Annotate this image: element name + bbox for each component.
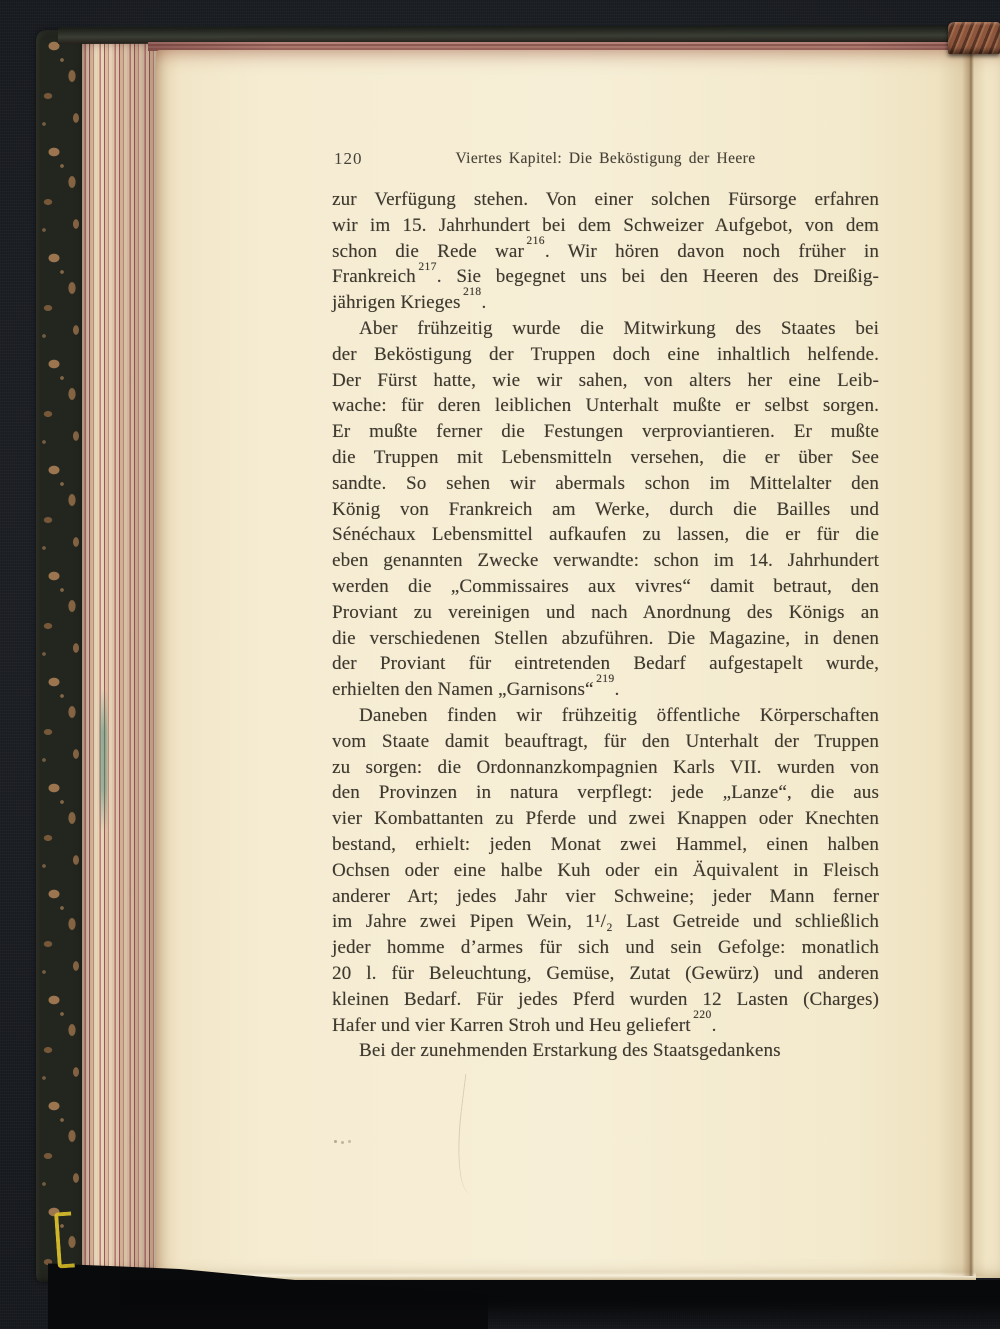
text-line: die Truppen mit Lebensmitteln versehen, die er über See xyxy=(332,446,879,468)
text-line: Bei der zunehmenden Erstarkung des Staatsgedankens xyxy=(359,1040,781,1062)
text-line: zur Verfügung stehen. Von einer solchen Fürsorge erfahren xyxy=(332,189,879,210)
gutter-shadow xyxy=(938,50,1000,1276)
page-header-row xyxy=(332,146,879,172)
text-line: jeder homme d’armes für sich und sein Gefolge: monatlich xyxy=(332,937,879,959)
text-line: kleinen Bedarf. Für jedes Pferd wurden 12 Lasten (Charges) xyxy=(332,988,879,1010)
text-line: 20 l. für Beleuchtung, Gemüse, Zutat (Gewürz) und anderen xyxy=(332,962,879,984)
text-line: die verschiedenen Stellen abzuführen. Die Magazine, in denen xyxy=(332,627,879,649)
running-header: Viertes Kapitel: Die Beköstigung der Heere xyxy=(455,150,756,167)
text-line: Frankreich $^{217}$. Sie begegnet uns bei den Heeren des Dreißig- xyxy=(332,260,879,288)
book-page xyxy=(156,50,1000,1278)
text-line: eben genannten Zwecke verwandte: schon im 14. Jahrhundert xyxy=(332,550,879,572)
text-line: Der Fürst hatte, wie wir sahen, von alters her eine Leib- xyxy=(332,369,879,391)
text-line: Sénéchaux Lebensmittel aufkaufen zu lassen, die er für die xyxy=(332,524,879,546)
text-line: schon die Rede war $^{216}$. Wir hören davon noch früher in xyxy=(332,234,879,262)
text-line: vier Kombattanten zu Pferde und zwei Knappen oder Knechten xyxy=(332,808,879,830)
page-edge-teal-stain xyxy=(100,690,107,830)
pencil-mark xyxy=(334,1140,337,1143)
text-line: sandte. So sehen wir abermals schon im Mittelalter den xyxy=(332,472,879,494)
page-number: 120 xyxy=(334,149,363,168)
text-line: Ochsen oder eine halbe Kuh oder ein Äquivalent in Fleisch xyxy=(332,859,879,881)
footnote-ref: 218 xyxy=(463,286,482,299)
text-line: wir im 15. Jahrhundert bei dem Schweizer Aufgebot, von dem xyxy=(332,214,879,236)
text-line: zu sorgen: die Ordonnanzkompagnien Karls VII. wurden von xyxy=(332,756,879,778)
page-content xyxy=(332,146,879,1064)
text-line: bestand, erhielt: jeden Monat zwei Hammel, einen halben xyxy=(332,833,879,855)
text-line: vom Staate damit beauftragt, für den Unterhalt der Truppen xyxy=(332,730,879,752)
page-bottom-shadow xyxy=(120,1280,1000,1329)
text-line: jährigen Krieges $^{218}$. xyxy=(332,286,487,314)
page-body xyxy=(332,187,879,1064)
footnote-ref: 220 xyxy=(693,1008,712,1021)
text-line: der Beköstigung der Truppen doch eine inhaltlich helfende. xyxy=(332,343,879,365)
headband xyxy=(948,22,1000,54)
text-line: Hafer und vier Karren Stroh und Heu geliefert $^{220}$. xyxy=(332,1008,717,1036)
text-line: erhielten den Namen „Garnisons“ $^{219}$. xyxy=(332,673,620,701)
text-line: im Jahre zwei Pipen Wein, 1¹/₂ Last Getreide und schließlich xyxy=(332,911,879,933)
footnote-ref: 217 xyxy=(418,260,437,273)
text-line: Daneben finden wir frühzeitig öffentliche Körperschaften xyxy=(359,704,879,726)
text-line: werden die „Commissaires aux vivres“ damit betraut, den xyxy=(332,575,879,597)
footnote-ref: 219 xyxy=(596,673,615,686)
fanned-page-edges xyxy=(82,40,158,1278)
text-line: Proviant zu vereinigen und nach Anordnung des Königs an xyxy=(332,601,879,623)
text-line: Er mußte ferner die Festungen verproviantieren. Er mußte xyxy=(332,421,879,443)
text-line: Aber frühzeitig wurde die Mitwirkung des Staates bei xyxy=(359,317,879,339)
text-line: der Proviant für eintretenden Bedarf aufgestapelt wurde, xyxy=(332,653,879,675)
text-line: König von Frankreich am Werke, durch die Bailles und xyxy=(332,498,879,520)
text-line: den Provinzen in natura verpflegt: jede „Lanze“, die aus xyxy=(332,782,879,804)
text-line: anderer Art; jedes Jahr vier Schweine; jeder Mann ferner xyxy=(332,885,879,907)
footnote-ref: 216 xyxy=(526,234,545,247)
text-line: wache: für deren leiblichen Unterhalt mußte er selbst sorgen. xyxy=(332,395,879,417)
